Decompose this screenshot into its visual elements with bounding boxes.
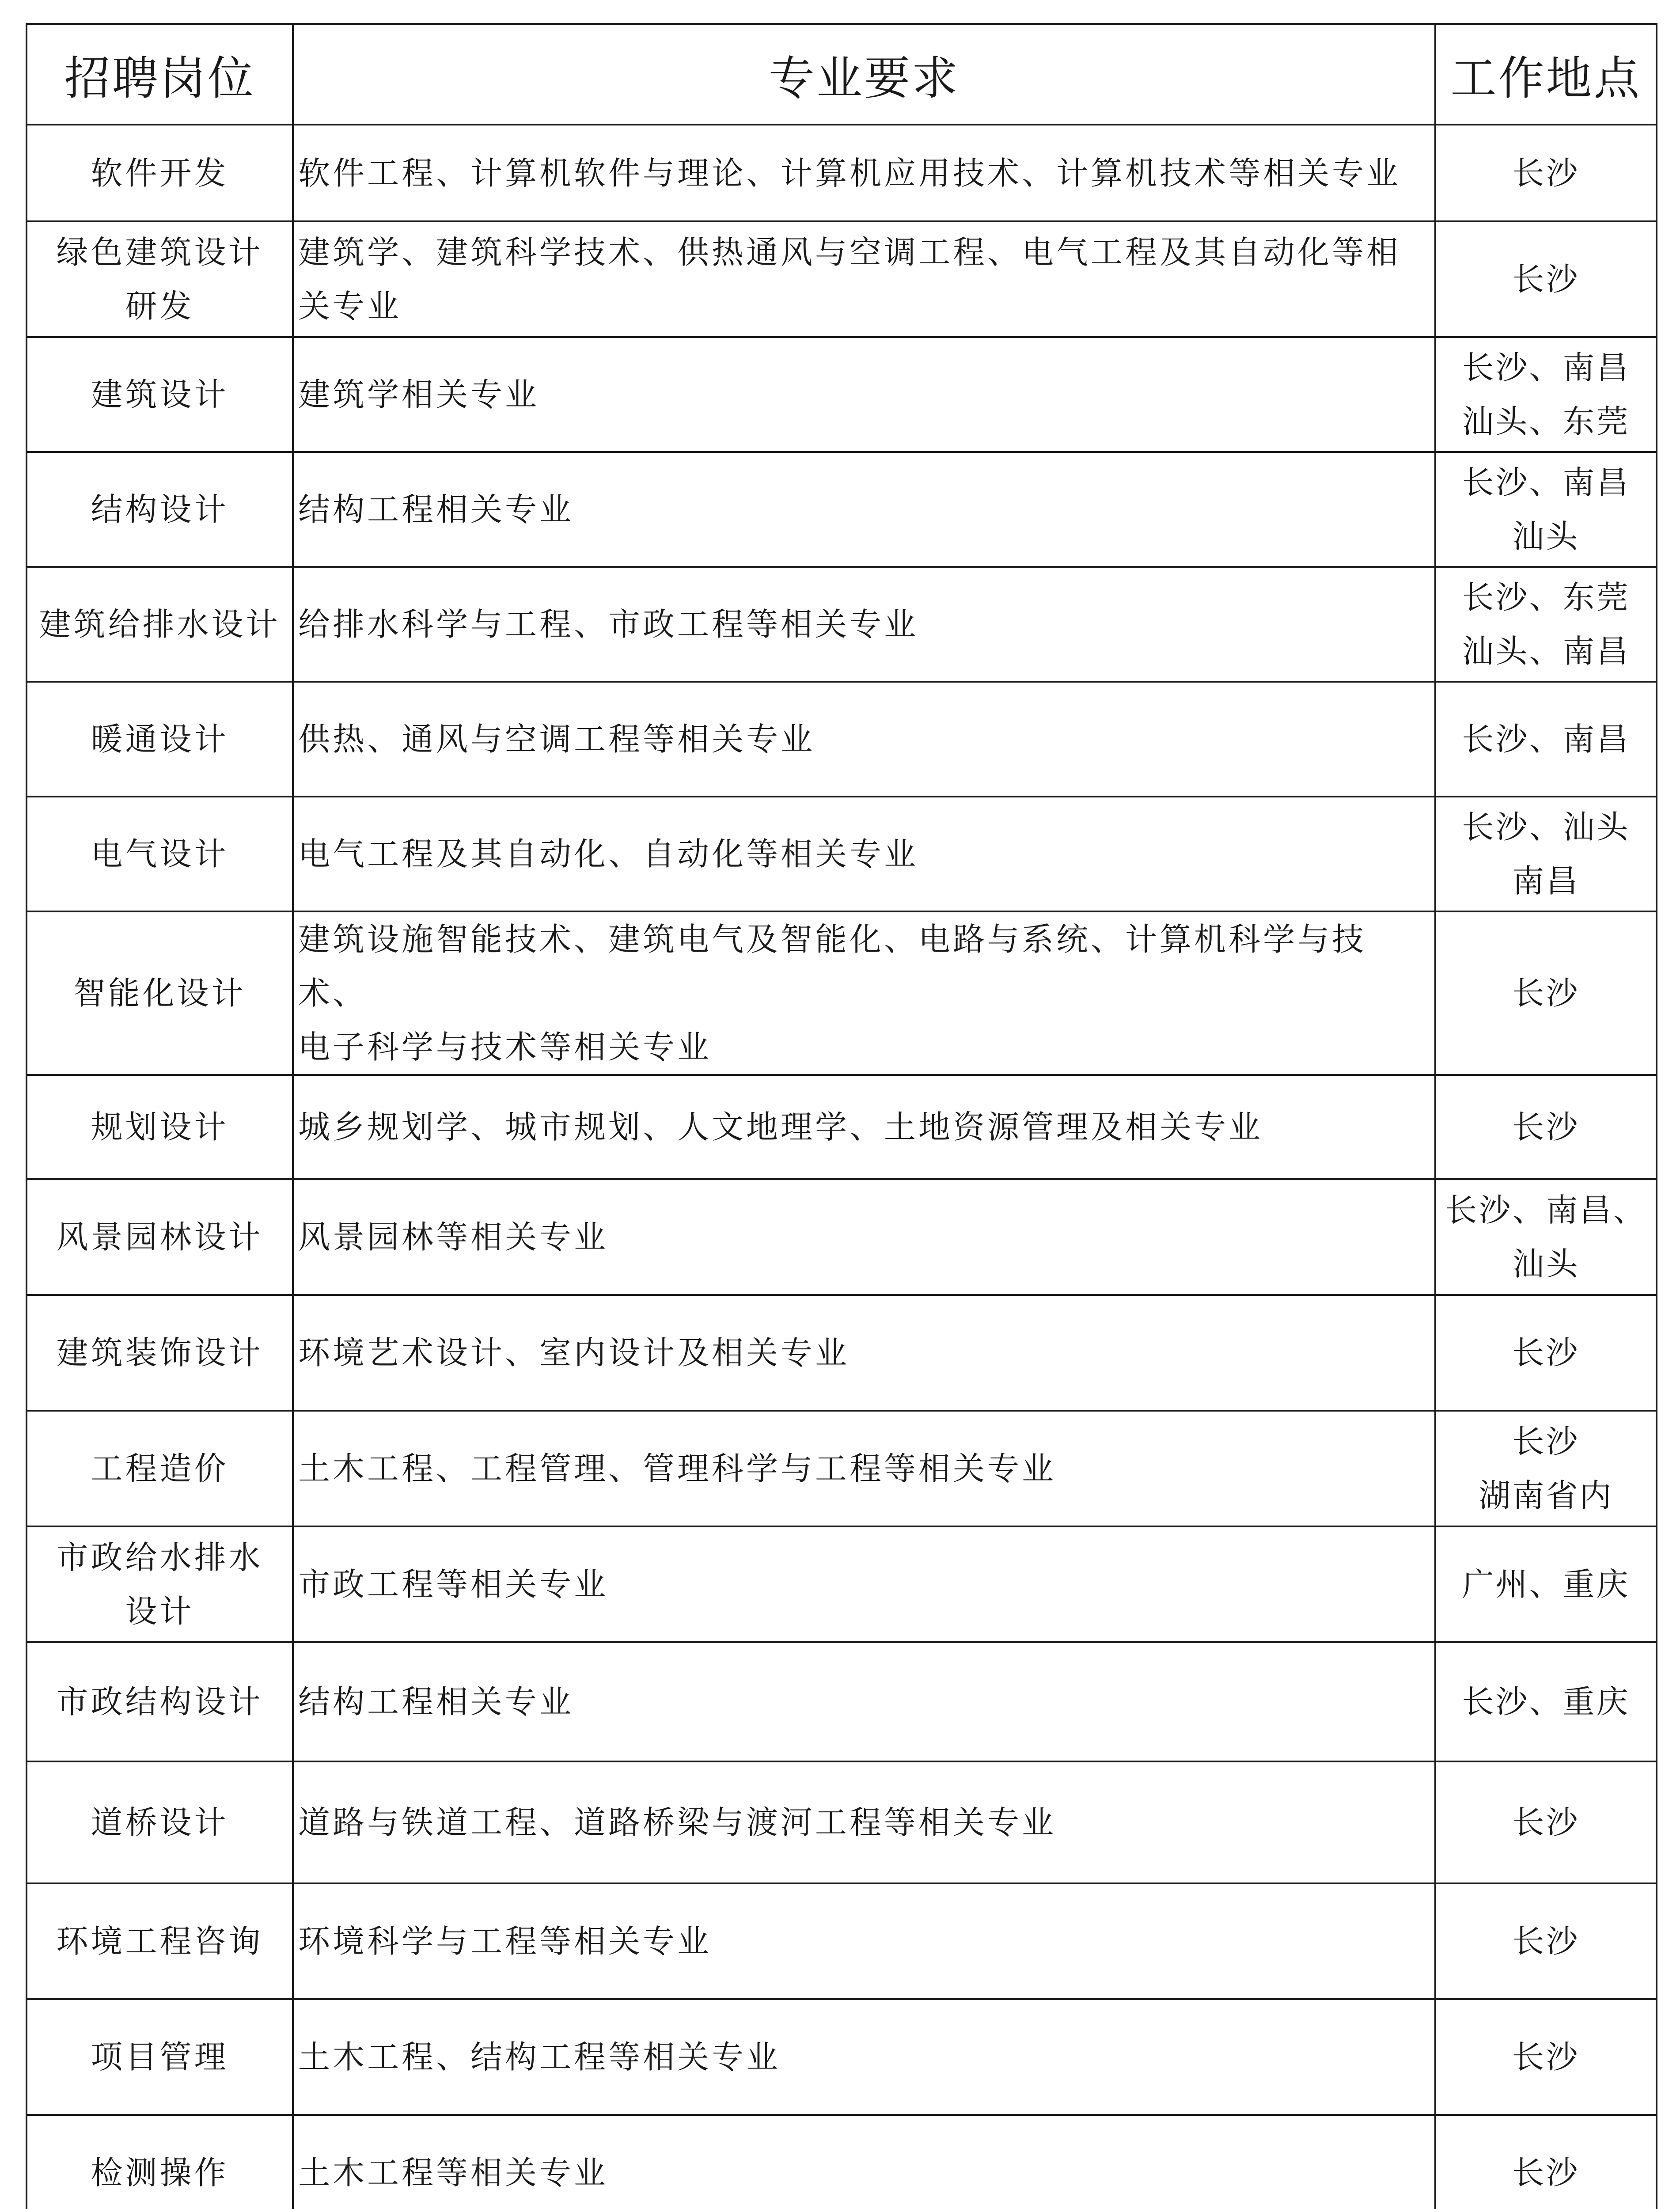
requirement-cell — [293, 1761, 1435, 1883]
requirement-cell-line: 供热、通风与空调工程等相关专业 — [298, 721, 815, 758]
table-row — [27, 1883, 1657, 1999]
requirement-cell — [293, 337, 1435, 452]
requirement-cell-line: 给排水科学与工程、市政工程等相关专业 — [298, 606, 919, 643]
location-cell-line: 长沙 — [1512, 1108, 1580, 1146]
location-cell-line: 汕头 — [1512, 1245, 1580, 1283]
position-cell-line: 市政给水排水 — [56, 1539, 263, 1576]
location-cell-line: 长沙 — [1512, 1923, 1580, 1960]
location-cell-line: 长沙 — [1512, 975, 1580, 1012]
position-cell — [27, 2115, 293, 2209]
requirement-cell-line: 建筑设施智能技术、建筑电气及智能化、电路与系统、计算机科学与技术、 — [298, 921, 1367, 1012]
requirement-cell — [293, 1999, 1435, 2115]
requirement-cell-line: 风景园林等相关专业 — [298, 1218, 609, 1256]
requirement-cell-line: 环境艺术设计、室内设计及相关专业 — [298, 1334, 850, 1371]
location-cell-line: 广州、重庆 — [1462, 1566, 1630, 1603]
location-cell — [1435, 452, 1657, 567]
requirement-cell — [293, 125, 1435, 221]
position-cell — [27, 682, 293, 797]
position-cell-line: 设计 — [125, 1593, 194, 1630]
location-cell-line: 长沙、南昌 — [1462, 464, 1630, 501]
position-cell-line: 道桥设计 — [91, 1804, 229, 1841]
location-cell-line: 汕头、东莞 — [1462, 403, 1630, 440]
location-cell — [1435, 125, 1657, 221]
position-cell-line: 建筑设计 — [91, 376, 229, 413]
header-requirement: 专业要求 — [293, 24, 1435, 125]
position-cell — [27, 221, 293, 337]
requirement-cell-line: 土木工程、结构工程等相关专业 — [298, 2038, 781, 2076]
requirement-cell — [293, 567, 1435, 682]
location-cell-line: 长沙 — [1512, 1804, 1580, 1841]
position-cell — [27, 1075, 293, 1179]
requirement-cell-line: 土木工程等相关专业 — [298, 2154, 609, 2191]
requirement-cell-line: 建筑学、建筑科学技术、供热通风与空调工程、电气工程及其自动化等相 — [298, 234, 1401, 271]
requirement-cell-line: 市政工程等相关专业 — [298, 1566, 609, 1603]
position-cell-line: 项目管理 — [91, 2038, 229, 2076]
location-cell — [1435, 337, 1657, 452]
requirement-cell-line: 软件工程、计算机软件与理论、计算机应用技术、计算机技术等相关专业 — [298, 154, 1401, 192]
location-cell-line: 长沙 — [1512, 1334, 1580, 1371]
position-cell-line: 风景园林设计 — [56, 1218, 263, 1256]
requirement-cell — [293, 1411, 1435, 1526]
location-cell-line: 长沙 — [1512, 154, 1580, 192]
location-cell — [1435, 1999, 1657, 2115]
table-row — [27, 911, 1657, 1075]
requirement-cell — [293, 1642, 1435, 1761]
position-cell-line: 建筑给排水设计 — [39, 606, 281, 643]
requirement-cell-line: 电气工程及其自动化、自动化等相关专业 — [298, 835, 919, 873]
location-cell-line: 湖南省内 — [1479, 1477, 1613, 1514]
requirement-cell-line: 关专业 — [298, 288, 402, 325]
position-cell — [27, 1526, 293, 1642]
location-cell — [1435, 1642, 1657, 1761]
location-cell-line: 长沙 — [1512, 261, 1580, 298]
requirement-cell — [293, 911, 1435, 1075]
location-cell — [1435, 911, 1657, 1075]
location-cell-line: 汕头、南昌 — [1462, 633, 1630, 670]
header-location: 工作地点 — [1435, 24, 1657, 125]
location-cell — [1435, 1075, 1657, 1179]
table-row — [27, 2115, 1657, 2209]
table-row — [27, 1761, 1657, 1883]
header-position: 招聘岗位 — [27, 24, 293, 125]
table-row — [27, 797, 1657, 911]
requirement-cell-line: 结构工程相关专业 — [298, 491, 574, 528]
requirement-cell-line: 电子科学与技术等相关专业 — [298, 1029, 712, 1066]
table-row — [27, 1411, 1657, 1526]
location-cell-line: 长沙、汕头 — [1462, 808, 1630, 846]
position-cell-line: 环境工程咨询 — [56, 1923, 263, 1960]
location-cell — [1435, 1761, 1657, 1883]
position-cell-line: 检测操作 — [91, 2154, 229, 2191]
position-cell — [27, 337, 293, 452]
table-row — [27, 1999, 1657, 2115]
position-cell — [27, 1642, 293, 1761]
position-cell — [27, 1411, 293, 1526]
position-cell — [27, 797, 293, 911]
position-cell — [27, 567, 293, 682]
position-cell-line: 建筑装饰设计 — [56, 1334, 263, 1371]
position-cell-line: 市政结构设计 — [56, 1683, 263, 1720]
requirement-cell-line: 环境科学与工程等相关专业 — [298, 1923, 712, 1960]
table-row — [27, 1075, 1657, 1179]
location-cell — [1435, 682, 1657, 797]
location-cell-line: 长沙 — [1512, 2038, 1580, 2076]
location-cell — [1435, 2115, 1657, 2209]
location-cell — [1435, 567, 1657, 682]
requirement-cell-line: 结构工程相关专业 — [298, 1683, 574, 1720]
position-cell — [27, 1883, 293, 1999]
location-cell — [1435, 1295, 1657, 1411]
requirement-cell-line: 道路与铁道工程、道路桥梁与渡河工程等相关专业 — [298, 1804, 1057, 1841]
position-cell-line: 研发 — [125, 288, 194, 325]
position-cell-line: 绿色建筑设计 — [56, 234, 263, 271]
requirement-cell — [293, 1526, 1435, 1642]
location-cell-line: 长沙、南昌 — [1462, 349, 1630, 386]
location-cell-line: 长沙、南昌、 — [1445, 1192, 1647, 1229]
position-cell-line: 规划设计 — [91, 1108, 229, 1146]
location-cell — [1435, 1179, 1657, 1295]
requirement-cell — [293, 2115, 1435, 2209]
table-row — [27, 682, 1657, 797]
location-cell — [1435, 221, 1657, 337]
position-cell-line: 结构设计 — [91, 491, 229, 528]
requirement-cell — [293, 452, 1435, 567]
table-row — [27, 1179, 1657, 1295]
requirement-cell-line: 土木工程、工程管理、管理科学与工程等相关专业 — [298, 1450, 1057, 1487]
location-cell-line: 汕头 — [1512, 518, 1580, 555]
location-cell-line: 长沙 — [1512, 2154, 1580, 2191]
location-cell — [1435, 1526, 1657, 1642]
table-row — [27, 125, 1657, 221]
position-cell-line: 软件开发 — [91, 154, 229, 192]
location-cell-line: 长沙、重庆 — [1462, 1683, 1630, 1720]
requirement-cell — [293, 682, 1435, 797]
position-cell-line: 暖通设计 — [91, 721, 229, 758]
position-cell-line: 电气设计 — [91, 835, 229, 873]
table-row — [27, 1526, 1657, 1642]
table-row — [27, 337, 1657, 452]
requirement-cell — [293, 1075, 1435, 1179]
table-row — [27, 452, 1657, 567]
location-cell-line: 长沙、南昌 — [1462, 721, 1630, 758]
requirement-cell — [293, 797, 1435, 911]
position-cell — [27, 911, 293, 1075]
position-cell — [27, 1179, 293, 1295]
requirement-cell — [293, 1295, 1435, 1411]
position-cell — [27, 1999, 293, 2115]
location-cell — [1435, 1411, 1657, 1526]
requirement-cell — [293, 221, 1435, 337]
position-cell — [27, 1295, 293, 1411]
location-cell-line: 南昌 — [1512, 862, 1580, 900]
header-row — [27, 24, 1657, 125]
table-row — [27, 221, 1657, 337]
position-cell — [27, 125, 293, 221]
location-cell — [1435, 1883, 1657, 1999]
position-cell-line: 工程造价 — [91, 1450, 229, 1487]
table-row — [27, 1295, 1657, 1411]
table-body — [27, 125, 1657, 2209]
location-cell — [1435, 797, 1657, 911]
table-row — [27, 1642, 1657, 1761]
location-cell-line: 长沙 — [1512, 1423, 1580, 1460]
requirement-cell — [293, 1179, 1435, 1295]
location-cell-line: 长沙、东莞 — [1462, 579, 1630, 616]
position-cell — [27, 452, 293, 567]
table-row — [27, 567, 1657, 682]
requirement-cell-line: 建筑学相关专业 — [298, 376, 540, 413]
recruitment-table — [26, 23, 1657, 2209]
requirement-cell — [293, 1883, 1435, 1999]
position-cell-line: 智能化设计 — [73, 975, 246, 1012]
position-cell — [27, 1761, 293, 1883]
requirement-cell-line: 城乡规划学、城市规划、人文地理学、土地资源管理及相关专业 — [298, 1108, 1263, 1146]
